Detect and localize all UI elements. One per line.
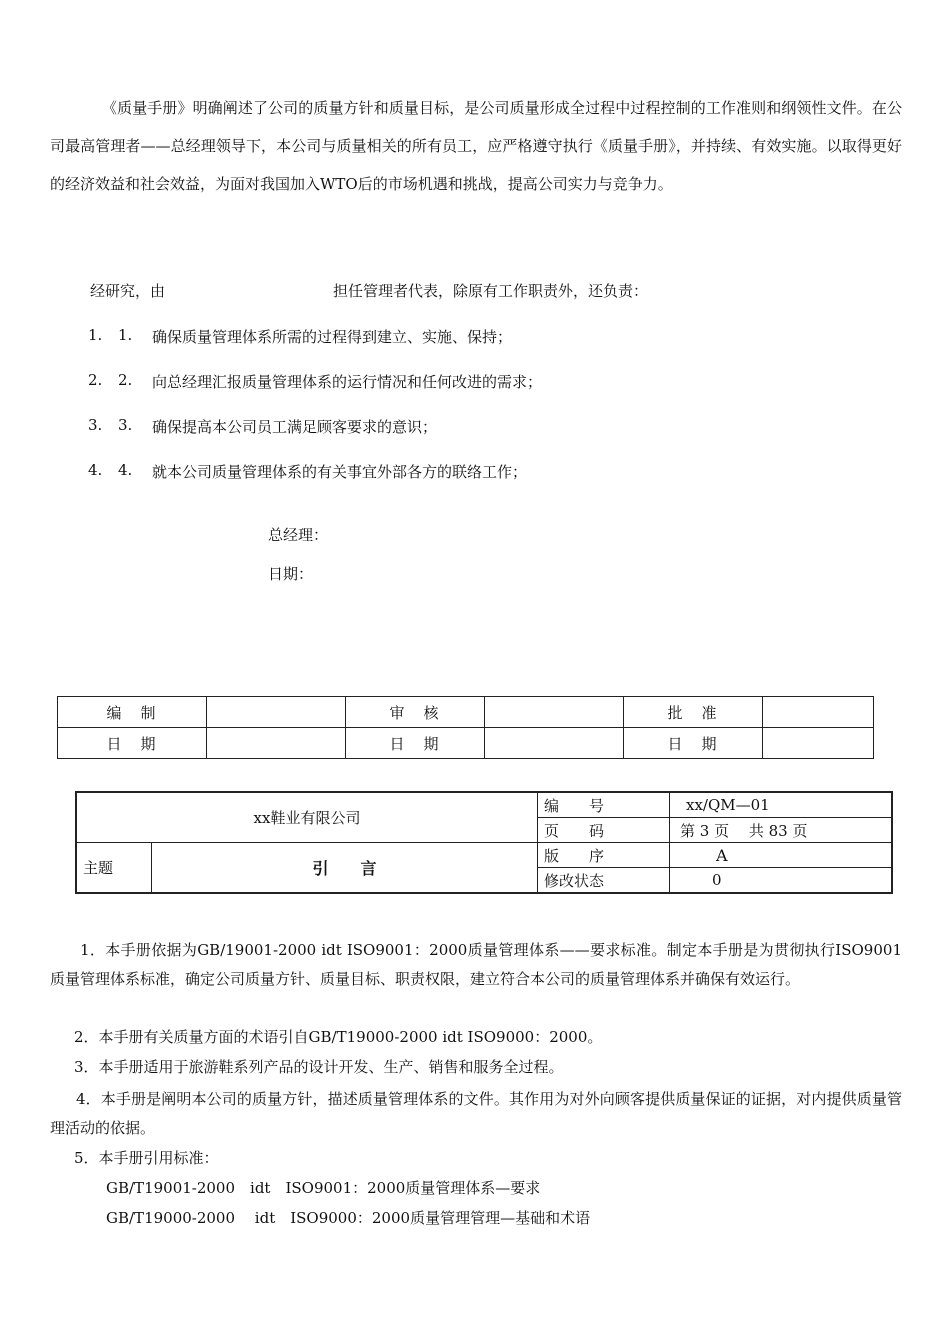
duty-number: 1. (118, 326, 133, 344)
duty-number: 1. (88, 326, 103, 344)
edition-label: 版 序 (538, 843, 670, 868)
reference-standard: GB/T19001-2000 idt ISO9001：2000质量管理体系—要求 (106, 1179, 541, 1197)
reviewed-date-value (485, 728, 624, 759)
duty-text: 就本公司质量管理体系的有关事宜外部各方的联络工作； (152, 463, 528, 481)
reviewed-date-label: 日 期 (346, 728, 485, 759)
table-row (58, 728, 874, 759)
duty-number: 3. (88, 416, 103, 434)
duty-text: 确保提高本公司员工满足顾客要求的意识； (152, 418, 438, 436)
page-value: 第 3 页 共 83 页 (670, 818, 893, 843)
table-row (58, 697, 874, 728)
code-value: xx/QM—01 (670, 792, 893, 818)
code-label: 编 号 (538, 792, 670, 818)
duty-number: 4. (118, 461, 133, 479)
body-item-2: 2．本手册有关质量方面的术语引自GB/T19000-2000 idt ISO9000：2000。 (74, 1028, 603, 1046)
date-label: 日期： (268, 565, 314, 583)
body-item-4: 4．本手册是阐明本公司的质量方针，描述质量管理体系的文件。其作用为对外向顾客提供质量保证的证据，对内提供质量管理活动的依据。 (50, 1090, 902, 1137)
approved-date-label: 日 期 (624, 728, 763, 759)
appointment-prefix: 经研究，由 (90, 282, 166, 300)
duty-number: 2. (88, 371, 103, 389)
table-row (76, 843, 892, 868)
approved-by-value (763, 697, 874, 728)
duty-number: 3. (118, 416, 133, 434)
revision-value: 0 (670, 868, 893, 894)
appointment-suffix: 担任管理者代表，除原有工作职责外，还负责： (333, 282, 649, 300)
prepared-by-value (207, 697, 346, 728)
subject-label: 主题 (76, 843, 152, 894)
signoff-table (57, 696, 874, 759)
duty-number: 4. (88, 461, 103, 479)
reference-standard: GB/T19000-2000 idt ISO9000：2000质量管理管理—基础和术语 (106, 1209, 591, 1227)
reviewed-by-value (485, 697, 624, 728)
revision-label: 修改状态 (538, 868, 670, 894)
approved-by-label: 批 准 (624, 697, 763, 728)
company-name: xx鞋业有限公司 (76, 792, 538, 843)
duty-number: 2. (118, 371, 133, 389)
page-label: 页 码 (538, 818, 670, 843)
reviewed-by-label: 审 核 (346, 697, 485, 728)
subject-title: 引 言 (152, 843, 538, 894)
prepared-by-label: 编 制 (58, 697, 207, 728)
body-item-5: 5．本手册引用标准： (74, 1149, 219, 1167)
document-header-table (75, 791, 893, 894)
table-row (76, 792, 892, 818)
edition-value: A (670, 843, 893, 868)
body-item-3: 3．本手册适用于旅游鞋系列产品的设计开发、生产、销售和服务全过程。 (74, 1058, 564, 1076)
prepared-date-value (207, 728, 346, 759)
intro-paragraph: 《质量手册》明确阐述了公司的质量方针和质量目标，是公司质量形成全过程中过程控制的工作准则和纲领性文件。在公司最高管理者——总经理领导下，本公司与质量相关的所有员工，应严格遵守执行《质量手册》，并持续、有效实施。以取得更好的经济效益和社会效益，为面对我国加入WTO后的市场机遇和挑战，提高公司实力与竞争力。 (50, 99, 902, 193)
body-item-1: 1．本手册依据为GB/19001-2000 idt ISO9001：2000质量管理体系——要求标准。制定本手册是为贯彻执行ISO9001质量管理体系标准，确定公司质量方针、质量目标、职责权限，建立符合本公司的质量管理体系并确保有效运行。 (50, 941, 902, 988)
duty-text: 确保质量管理体系所需的过程得到建立、实施、保持； (152, 328, 513, 346)
prepared-date-label: 日 期 (58, 728, 207, 759)
gm-signature-label: 总经理： (268, 526, 329, 544)
duty-text: 向总经理汇报质量管理体系的运行情况和任何改进的需求； (152, 373, 543, 391)
approved-date-value (763, 728, 874, 759)
